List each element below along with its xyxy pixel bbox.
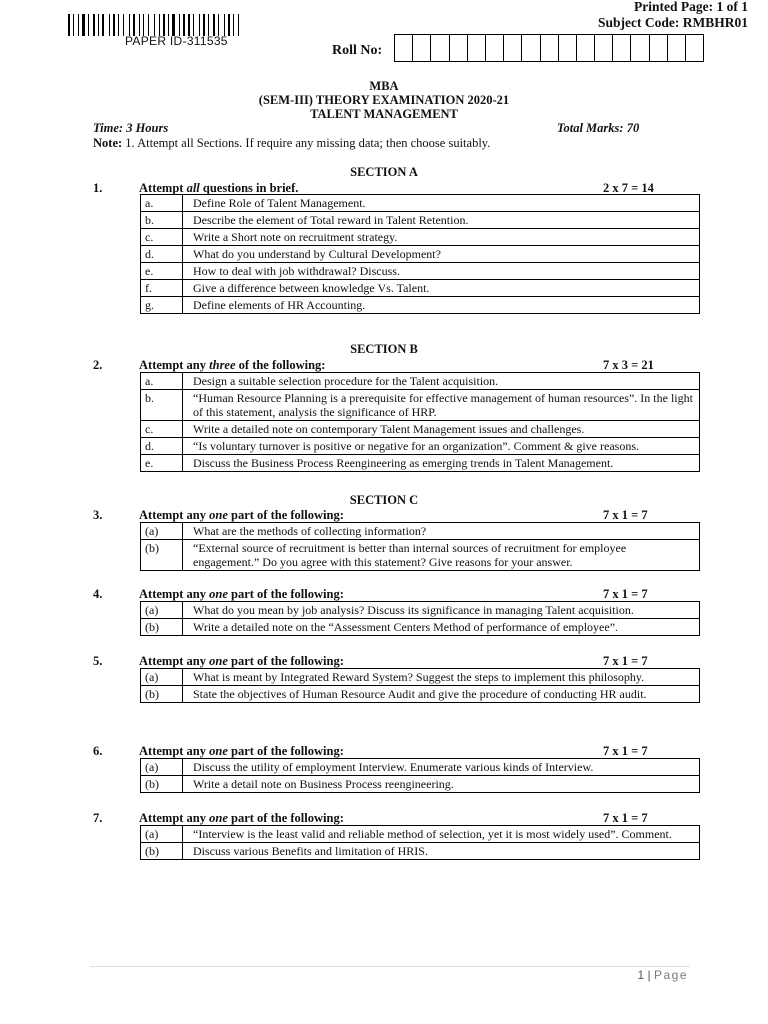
table-row (141, 212, 700, 229)
question-heading: Attempt any one part of the following: (139, 744, 344, 758)
note (93, 136, 490, 151)
question-marks: 7 x 1 = 7 (603, 508, 648, 522)
part-key: e. (141, 263, 183, 280)
part-key: d. (141, 246, 183, 263)
question-number: 3. (93, 508, 103, 522)
part-text: Write a detail note on Business Process reengineering. (183, 776, 700, 793)
table-row (141, 421, 700, 438)
table-row (141, 523, 700, 540)
question-6-table (140, 758, 700, 793)
part-text: What do you mean by job analysis? Discuss its significance in managing Talent acquisition. (183, 602, 700, 619)
part-text: “Human Resource Planning is a prerequisite for effective management of human resources”. In the light of this statement, analysis the significance of HRP. (183, 390, 700, 421)
question-number: 1. (93, 181, 103, 195)
part-text: Write a detailed note on contemporary Talent Management issues and challenges. (183, 421, 700, 438)
part-text: Write a Short note on recruitment strategy. (183, 229, 700, 246)
question-heading: Attempt any three of the following: (139, 358, 326, 372)
table-row (141, 373, 700, 390)
part-key: e. (141, 455, 183, 472)
table-row (141, 540, 700, 571)
question-number: 4. (93, 587, 103, 601)
part-key: a. (141, 195, 183, 212)
question-number: 5. (93, 654, 103, 668)
part-key: d. (141, 438, 183, 455)
table-row (141, 759, 700, 776)
table-row (141, 229, 700, 246)
part-key: (a) (141, 759, 183, 776)
part-text: “Is voluntary turnover is positive or negative for an organization”. Comment & give reasons. (183, 438, 700, 455)
question-marks: 7 x 1 = 7 (603, 811, 648, 825)
question-4-table (140, 601, 700, 636)
question-heading: Attempt any one part of the following: (139, 811, 344, 825)
part-key: (a) (141, 826, 183, 843)
part-key: (a) (141, 669, 183, 686)
table-row (141, 438, 700, 455)
roll-no-label: Roll No: (332, 43, 383, 58)
note-label: Note: (93, 136, 123, 150)
part-key: b. (141, 212, 183, 229)
part-text: Describe the element of Total reward in Talent Retention. (183, 212, 700, 229)
part-text: Give a difference between knowledge Vs. Talent. (183, 280, 700, 297)
part-key: c. (141, 421, 183, 438)
table-row (141, 390, 700, 421)
part-text: Discuss the utility of employment Interview. Enumerate various kinds of Interview. (183, 759, 700, 776)
part-key: a. (141, 373, 183, 390)
time-label: Time: 3 Hours (93, 121, 169, 135)
subject-title: TALENT MANAGEMENT (310, 107, 458, 121)
question-heading: Attempt any one part of the following: (139, 587, 344, 601)
page-footer (637, 968, 688, 982)
part-text: Define Role of Talent Management. (183, 195, 700, 212)
footer-divider (90, 966, 690, 967)
table-row (141, 195, 700, 212)
table-row (141, 246, 700, 263)
part-text: “External source of recruitment is better than internal sources of recruitment for employee engagement.” Do you agree with this statement? Give reasons for your answer. (183, 540, 700, 571)
part-text: State the objectives of Human Resource Audit and give the procedure of conducting HR audit. (183, 686, 700, 703)
part-text: What do you understand by Cultural Development? (183, 246, 700, 263)
table-row (141, 686, 700, 703)
page-word: Page (653, 968, 688, 982)
program-title: MBA (369, 79, 399, 93)
exam-title: (SEM-III) THEORY EXAMINATION 2020-21 (258, 93, 510, 107)
page-separator: | (647, 968, 651, 982)
table-row (141, 455, 700, 472)
part-key: (b) (141, 686, 183, 703)
part-key: b. (141, 390, 183, 421)
subject-code: Subject Code: RMBHR01 (598, 15, 748, 30)
part-key: g. (141, 297, 183, 314)
question-marks: 7 x 1 = 7 (603, 587, 648, 601)
part-key: (b) (141, 776, 183, 793)
barcode (68, 14, 296, 36)
question-marks: 2 x 7 = 14 (603, 181, 654, 195)
part-text: Discuss various Benefits and limitation of HRIS. (183, 843, 700, 860)
table-row (141, 280, 700, 297)
part-key: f. (141, 280, 183, 297)
part-key: (b) (141, 843, 183, 860)
question-7-table (140, 825, 700, 860)
part-text: How to deal with job withdrawal? Discuss. (183, 263, 700, 280)
question-marks: 7 x 1 = 7 (603, 744, 648, 758)
table-row (141, 776, 700, 793)
part-text: Write a detailed note on the “Assessment Centers Method of performance of employee”. (183, 619, 700, 636)
table-row (141, 843, 700, 860)
part-text: Discuss the Business Process Reengineering as emerging trends in Talent Management. (183, 455, 700, 472)
part-key: (b) (141, 540, 183, 571)
part-text: What are the methods of collecting information? (183, 523, 700, 540)
question-number: 6. (93, 744, 103, 758)
part-key: (a) (141, 602, 183, 619)
question-marks: 7 x 1 = 7 (603, 654, 648, 668)
section-a-title: SECTION A (350, 165, 418, 179)
part-text: Design a suitable selection procedure for the Talent acquisition. (183, 373, 700, 390)
part-key: c. (141, 229, 183, 246)
roll-no-boxes[interactable] (394, 34, 704, 62)
part-text: What is meant by Integrated Reward System? Suggest the steps to implement this philosophy. (183, 669, 700, 686)
question-3-table (140, 522, 700, 571)
section-b-title: SECTION B (350, 342, 418, 356)
paper-id: PAPER ID-311535 (125, 34, 228, 48)
table-row (141, 602, 700, 619)
part-text: “Interview is the least valid and reliable method of selection, yet it is most widely used”. Comment. (183, 826, 700, 843)
question-marks: 7 x 3 = 21 (603, 358, 654, 372)
total-marks: Total Marks: 70 (557, 121, 640, 135)
table-row (141, 297, 700, 314)
part-key: (b) (141, 619, 183, 636)
question-heading: Attempt any one part of the following: (139, 508, 344, 522)
question-1-table (140, 194, 700, 314)
note-text: 1. Attempt all Sections. If require any missing data; then choose suitably. (125, 136, 491, 150)
part-text: Define elements of HR Accounting. (183, 297, 700, 314)
table-row (141, 669, 700, 686)
question-heading: Attempt all questions in brief. (139, 181, 299, 195)
question-2-table (140, 372, 700, 472)
question-number: 2. (93, 358, 103, 372)
part-key: (a) (141, 523, 183, 540)
question-number: 7. (93, 811, 103, 825)
page-number: 1 (637, 968, 645, 982)
section-c-title: SECTION C (349, 493, 419, 507)
table-row (141, 619, 700, 636)
table-row (141, 826, 700, 843)
question-5-table (140, 668, 700, 703)
printed-page: Printed Page: 1 of 1 (634, 0, 748, 14)
table-row (141, 263, 700, 280)
question-heading: Attempt any one part of the following: (139, 654, 344, 668)
